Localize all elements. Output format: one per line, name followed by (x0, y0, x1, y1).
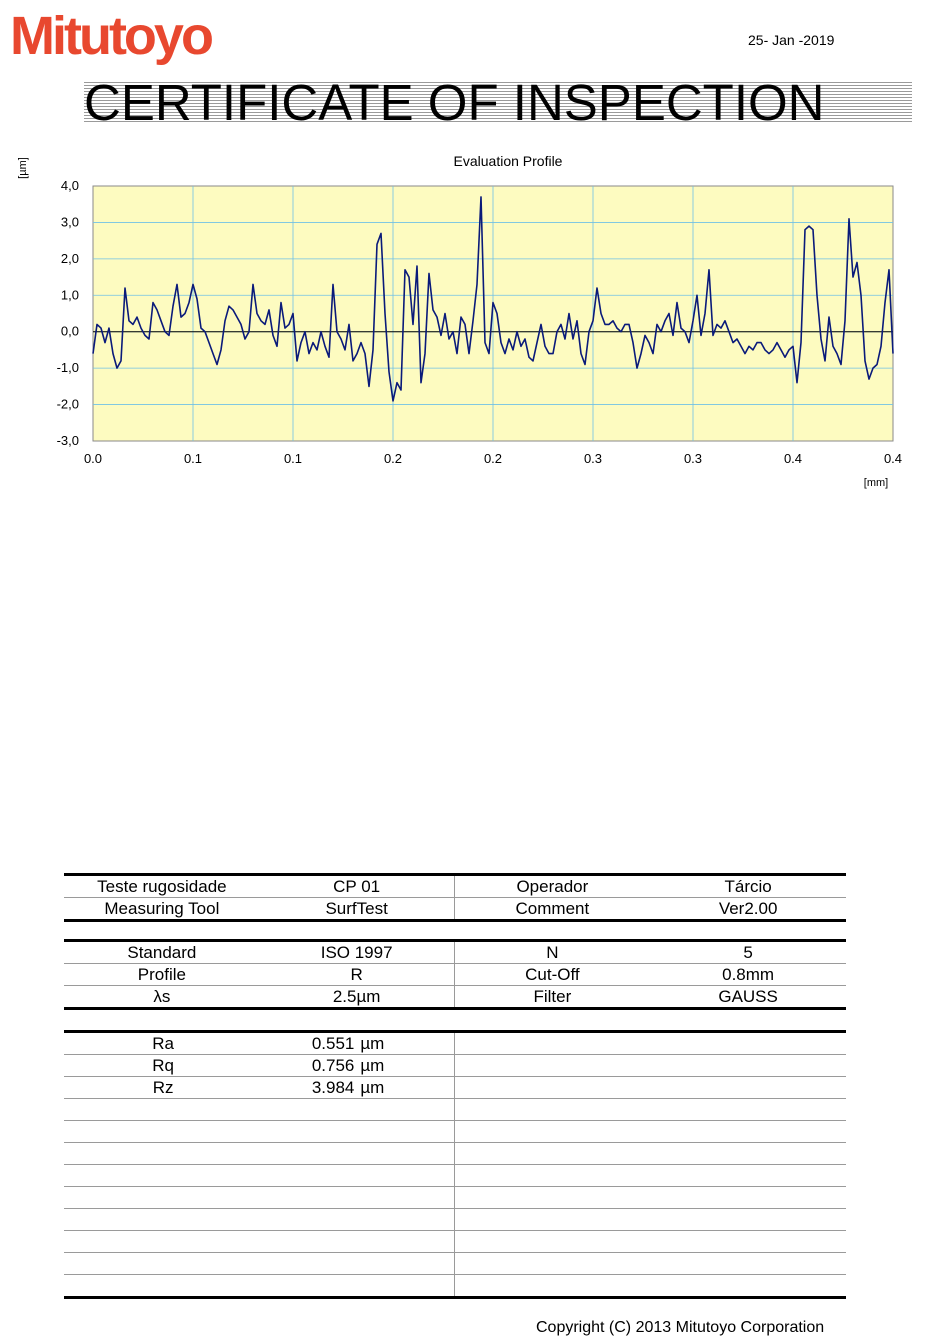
table-row (64, 875, 846, 898)
table-row (64, 1187, 846, 1209)
empty-cell (455, 1032, 846, 1055)
condition-value: 0.8mm (650, 964, 846, 986)
result-unit: µm (360, 1055, 455, 1077)
x-tick-labels (84, 451, 902, 466)
page-title: CERTIFICATE OF INSPECTION (84, 74, 825, 131)
table-row (64, 1055, 846, 1077)
x-tick-label: 0.4 (883, 451, 903, 466)
table-row (64, 1209, 846, 1231)
result-unit: µm (360, 1032, 455, 1055)
table-row (64, 1165, 846, 1187)
info-value: SurfTest (260, 898, 454, 921)
result-value: 0.551 (262, 1032, 360, 1055)
info-table (64, 873, 846, 922)
y-tick-label: -1,0 (56, 360, 79, 376)
table-row (64, 1231, 846, 1253)
mitutoyo-logo: Mitutoyo (10, 6, 211, 66)
info-label: Measuring Tool (64, 898, 260, 921)
table-row (64, 1032, 846, 1055)
report-date: 25- Jan -2019 (748, 32, 835, 48)
y-tick-label: 1,0 (60, 287, 79, 303)
result-name: Rq (64, 1055, 262, 1077)
result-value: 0.756 (262, 1055, 360, 1077)
empty-cell (455, 1055, 846, 1077)
table-row (64, 986, 846, 1009)
condition-label: N (454, 941, 650, 964)
condition-label: λs (64, 986, 260, 1009)
table-row (64, 1143, 846, 1165)
x-axis-unit-label: [mm] (863, 477, 889, 489)
empty-cell (455, 1077, 846, 1099)
x-tick-label: 0.1 (283, 451, 303, 466)
x-tick-label: 0.0 (83, 451, 103, 466)
info-label: Teste rugosidade (64, 875, 260, 898)
condition-table (64, 939, 846, 1010)
info-value: Tárcio (650, 875, 846, 898)
table-row (64, 898, 846, 921)
x-tick-label: 0.2 (383, 451, 403, 466)
y-tick-labels (57, 178, 79, 448)
x-tick-label: 0.2 (483, 451, 503, 466)
table-row (64, 1077, 846, 1099)
x-tick-label: 0.1 (183, 451, 203, 466)
info-label: Comment (454, 898, 650, 921)
result-name: Rz (64, 1077, 262, 1099)
condition-value: 2.5µm (260, 986, 454, 1009)
y-tick-label: 3,0 (60, 214, 79, 230)
condition-value: 5 (650, 941, 846, 964)
condition-value: GAUSS (650, 986, 846, 1009)
y-tick-label: 2,0 (60, 250, 79, 266)
condition-label: Cut-Off (454, 964, 650, 986)
table-row (64, 964, 846, 986)
y-tick-label: -2,0 (56, 396, 79, 412)
info-value: Ver2.00 (650, 898, 846, 921)
condition-label: Filter (454, 986, 650, 1009)
table-row (64, 1253, 846, 1275)
y-tick-label: 0,0 (60, 323, 79, 339)
results-table (64, 1030, 846, 1299)
info-value: CP 01 (260, 875, 454, 898)
info-label: Operador (454, 875, 650, 898)
condition-value: R (260, 964, 454, 986)
condition-value: ISO 1997 (260, 941, 454, 964)
x-tick-label: 0.3 (583, 451, 603, 466)
condition-label: Standard (64, 941, 260, 964)
table-row (64, 941, 846, 964)
evaluation-profile-chart (0, 140, 944, 500)
table-row (64, 1099, 846, 1121)
y-axis-unit-label: [µm] (17, 157, 29, 179)
copyright-text: Copyright (C) 2013 Mitutoyo Corporation (536, 1319, 825, 1336)
result-name: Ra (64, 1032, 262, 1055)
y-tick-label: 4,0 (60, 178, 79, 193)
y-tick-label: -3,0 (56, 433, 79, 448)
result-value: 3.984 (262, 1077, 360, 1099)
table-row (64, 1121, 846, 1143)
x-tick-label: 0.4 (783, 451, 803, 466)
condition-label: Profile (64, 964, 260, 986)
table-row (64, 1275, 846, 1298)
x-tick-label: 0.3 (683, 451, 703, 466)
chart-title: Evaluation Profile (453, 153, 563, 169)
result-unit: µm (360, 1077, 455, 1099)
